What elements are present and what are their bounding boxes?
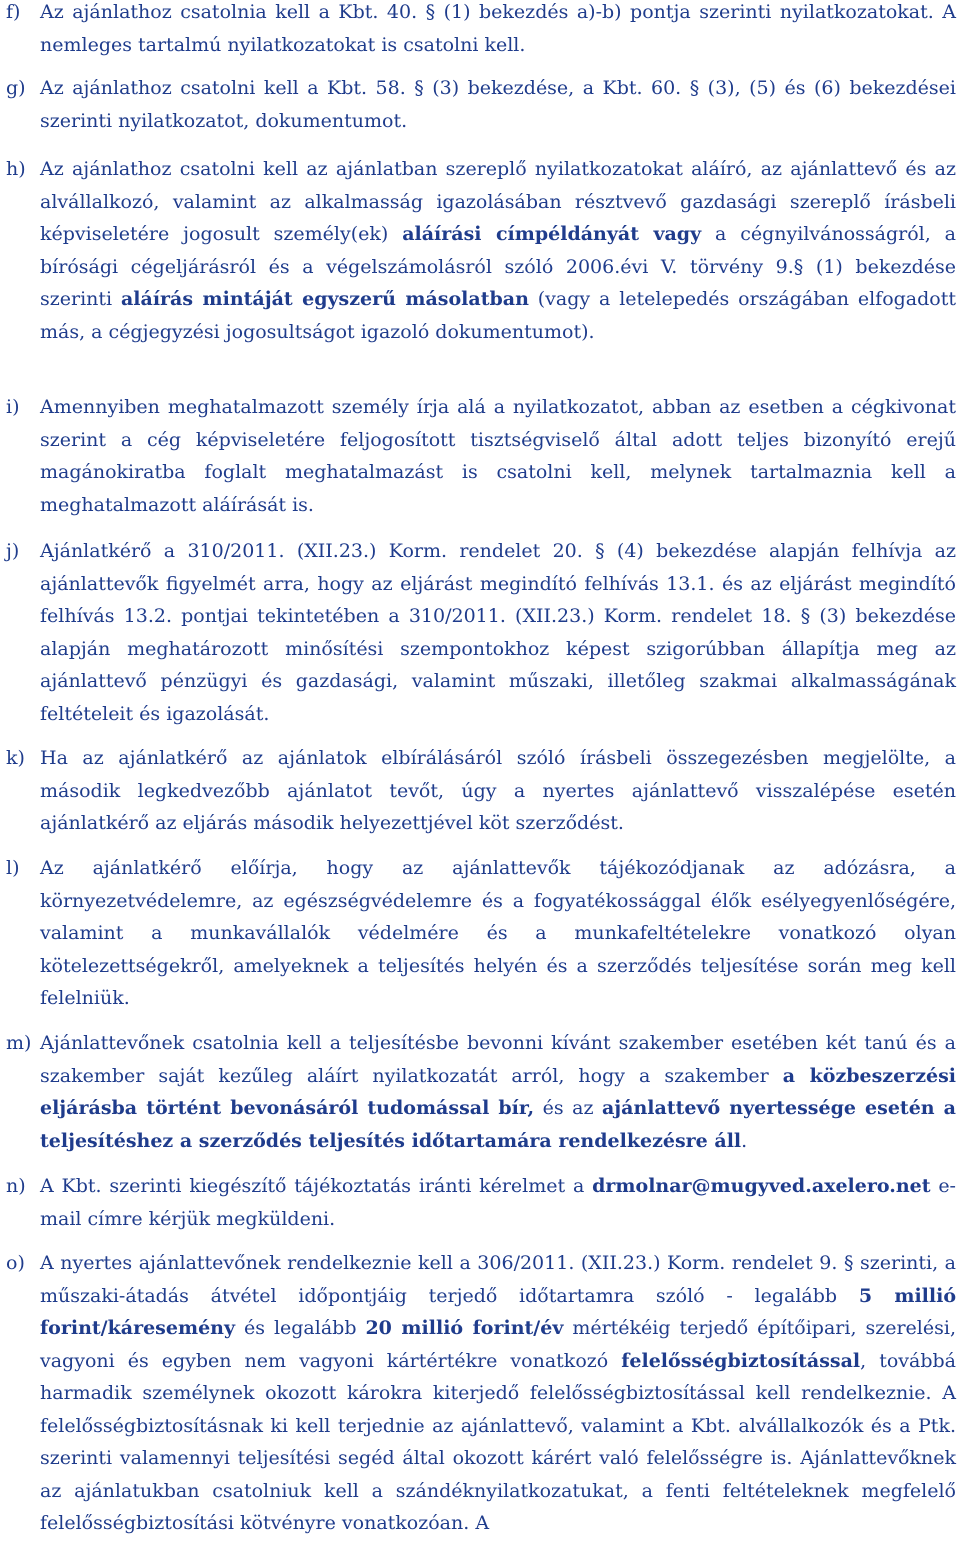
item-marker: i) xyxy=(6,396,20,418)
text-run: Az ajánlathoz csatolni kell a Kbt. 58. § (3) bekezdése, a Kbt. 60. § (3), (5) és (6) bekezdései szerinti nyilatkozatot, dokumentumot. xyxy=(40,77,956,132)
text-run: Az ajánlathoz csatolni kell az ajánlatban szereplő nyilatkozatokat aláíró, az ajánlattevő és az alvállalkozó, valamint az alkalmasság igazolásában résztvevő gazdasági szereplő írásbeli képviseletére jogosult személy(ek) xyxy=(40,158,956,245)
bold-text: felelősségbiztosítással xyxy=(621,1349,861,1372)
list-item-m xyxy=(0,1027,956,1157)
list-item-k xyxy=(0,742,956,840)
list-item-j xyxy=(0,535,956,730)
bold-text: aláírás mintáját egyszerű másolatban xyxy=(120,288,529,310)
text-run: Ha az ajánlatkérő az ajánlatok elbírálásáról szóló írásbeli összegezésben megjelölte, a második legkedvezőbb ajánlatot tevőt, úgy a nyertes ajánlattevő visszalépése esetén ajánlatkérő az eljárás második helyezettjével köt szerződést. xyxy=(40,747,956,834)
list-item-i xyxy=(0,391,956,521)
list-item-l xyxy=(0,852,956,1015)
item-text xyxy=(40,852,956,1015)
item-text xyxy=(40,1170,956,1235)
item-text xyxy=(40,742,956,840)
list-item-f xyxy=(0,0,956,61)
bold-text: a közbeszerzési eljárásba történt bevonásáról tudomással bír, xyxy=(40,1064,956,1119)
text-run: e-mail címre kérjük megküldeni. xyxy=(40,1175,956,1230)
text-run: A Kbt. szerinti kiegészítő tájékoztatás iránti kérelmet a xyxy=(40,1175,593,1197)
bold-text: ajánlattevő nyertessége esetén a teljesítéshez a szerződés teljesítés időtartamára rendelkezésre áll xyxy=(40,1097,956,1152)
item-marker: o) xyxy=(6,1252,25,1274)
bold-text: 20 millió forint/év xyxy=(365,1317,564,1339)
list-item-h xyxy=(0,153,956,348)
text-run: és az xyxy=(534,1097,602,1119)
text-run: (vagy a letelepedés országában elfogadott más, a cégjegyzési jogosultságot igazoló dokumentumot). xyxy=(40,288,956,343)
text-run: , továbbá harmadik személynek okozott károkra kiterjedő felelősségbiztosítással kell rendelkeznie. A felelősségbiztosításnak ki kell terjednie az ajánlattevő, valamint a Kbt. alvállalkozók és a Ptk. szerinti valamennyi teljesítési segéd által okozott kárért való felelősségre is. Ajánlattevőknek az ajánlatukban csatolniuk kell a szándéknyilatkozatukat, a fenti feltételeknek megfelelő felelősségbiztosítási kötvényre vonatkozóan. A xyxy=(40,1349,956,1534)
item-marker: k) xyxy=(6,747,25,769)
text-run: Ajánlatkérő a 310/2011. (XII.23.) Korm. rendelet 20. § (4) bekezdése alapján felhívja az ajánlattevők figyelmét arra, hogy az eljárást megindító felhívás 13.1. és az eljárást megindító felhívás 13.2. pontjai tekintetében a 310/2011. (XII.23.) Korm. rendelet 18. § (3) bekezdése alapján meghatározott minősítési szempontokhoz képest szigorúbban állapítja meg az ajánlattevő pénzügyi és gazdasági, valamint műszaki, illetőleg szakmai alkalmasságának feltételeit és igazolását. xyxy=(40,540,956,725)
text-run: Az ajánlatkérő előírja, hogy az ajánlattevők tájékozódjanak az adózásra, a környezetvédelemre, az egészségvédelemre és a fogyatékossággal élők esélyegyenlőségére, valamint a munkavállalók védelmére és a munkafeltételekre vonatkozó olyan kötelezettségekről, amelyeknek a teljesítés helyén és a szerződés teljesítése során meg kell felelniük. xyxy=(40,857,956,1009)
item-text xyxy=(40,391,956,521)
item-text xyxy=(40,535,956,730)
item-marker: m) xyxy=(6,1032,32,1054)
bold-text: drmolnar@mugyved.axelero.net xyxy=(592,1175,931,1197)
item-marker: f) xyxy=(6,1,21,23)
text-run: a cégnyilvánosságról, a bírósági cégeljárásról és a végelszámolásról szóló 2006.évi V. törvény 9.§ (1) bekezdése szerinti xyxy=(40,223,957,310)
text-run: . xyxy=(741,1129,748,1152)
item-marker: n) xyxy=(6,1175,26,1197)
text-run: Az ajánlathoz csatolnia kell a Kbt. 40. § (1) bekezdés a)-b) pontja szerinti nyilatkozatokat. A nemleges tartalmú nyilatkozatokat is csatolni kell. xyxy=(40,1,956,56)
list-item-o xyxy=(0,1247,956,1540)
text-run: mértékéig terjedő építőipari, szerelési, vagyoni és egyben nem vagyoni kártértékre vonatkozó xyxy=(40,1317,956,1372)
item-text xyxy=(40,1027,956,1157)
text-run: Amennyiben meghatalmazott személy írja alá a nyilatkozatot, abban az esetben a cégkivonat szerint a cég képviseletére feljogosított tisztségviselő által adott teljes bizonyító erejű magánokiratba foglalt meghatalmazást is csatolni kell, melynek tartalmaznia kell a meghatalmazott aláírását is. xyxy=(40,396,956,516)
item-marker: l) xyxy=(6,857,20,879)
item-marker: j) xyxy=(6,540,20,562)
text-run: A nyertes ajánlattevőnek rendelkeznie kell a 306/2011. (XII.23.) Korm. rendelet 9. § szerinti, a műszaki-átadás átvétel időpontjáig terjedő időtartamra szóló - legalább xyxy=(40,1252,956,1307)
item-text xyxy=(40,1247,956,1540)
bold-text: aláírási címpéldányát vagy xyxy=(402,223,702,245)
item-text xyxy=(40,153,956,348)
list-item-g xyxy=(0,72,956,137)
bold-text: 5 millió forint/káresemény xyxy=(40,1284,956,1339)
item-marker: h) xyxy=(6,158,26,180)
item-marker: g) xyxy=(6,77,26,99)
text-run: és legalább xyxy=(235,1317,366,1339)
list-item-n xyxy=(0,1170,956,1235)
item-text xyxy=(40,72,956,137)
item-text xyxy=(40,0,956,61)
text-run: Ajánlattevőnek csatolnia kell a teljesítésbe bevonni kívánt szakember esetében két tanú és a szakember saját kezűleg aláírt nyilatkozatát arról, hogy a szakember xyxy=(40,1032,956,1087)
